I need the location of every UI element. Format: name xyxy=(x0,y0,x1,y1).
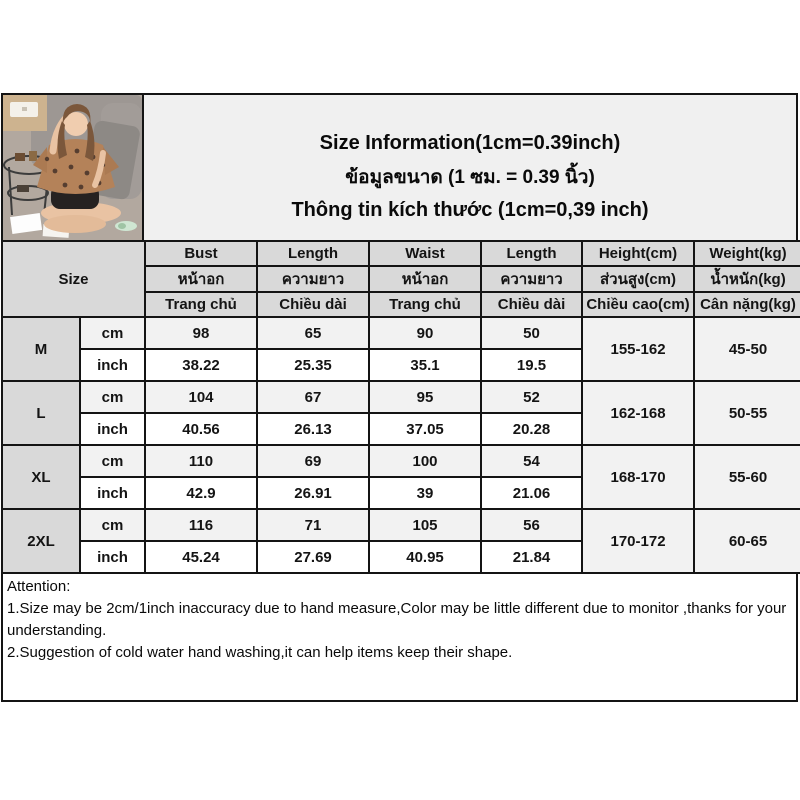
weight-cell: 55-60 xyxy=(694,445,800,509)
value-cell: 40.56 xyxy=(145,413,257,445)
unit-inch: inch xyxy=(80,477,145,509)
header-bust-th: หน้าอก xyxy=(145,266,257,292)
title-en: Size Information(1cm=0.39inch) xyxy=(319,131,621,154)
header-height-vi: Chiều cao(cm) xyxy=(582,292,694,317)
value-cell: 35.1 xyxy=(369,349,481,381)
attention-line-2: 2.Suggestion of cold water hand washing,it can help items keep their shape. xyxy=(7,644,513,661)
header-length-en: Length xyxy=(257,241,369,266)
size-row-2xl: 2XL xyxy=(2,509,80,573)
header-length2-en: Length xyxy=(481,241,582,266)
value-cell: 37.05 xyxy=(369,413,481,445)
header-length-vi: Chiều dài xyxy=(257,292,369,317)
height-cell: 155-162 xyxy=(582,317,694,381)
value-cell: 52 xyxy=(481,381,582,413)
size-row-l: L xyxy=(2,381,80,445)
weight-cell: 45-50 xyxy=(694,317,800,381)
value-cell: 54 xyxy=(481,445,582,477)
value-cell: 98 xyxy=(145,317,257,349)
unit-cm: cm xyxy=(80,317,145,349)
value-cell: 21.84 xyxy=(481,541,582,573)
unit-inch: inch xyxy=(80,413,145,445)
value-cell: 45.24 xyxy=(145,541,257,573)
value-cell: 65 xyxy=(257,317,369,349)
value-cell: 40.95 xyxy=(369,541,481,573)
unit-cm: cm xyxy=(80,381,145,413)
weight-cell: 60-65 xyxy=(694,509,800,573)
header-waist-en: Waist xyxy=(369,241,481,266)
value-cell: 67 xyxy=(257,381,369,413)
value-cell: 38.22 xyxy=(145,349,257,381)
header-bust-en: Bust xyxy=(145,241,257,266)
header-weight-en: Weight(kg) xyxy=(694,241,800,266)
value-cell: 50 xyxy=(481,317,582,349)
title-block xyxy=(144,95,796,240)
weight-cell: 50-55 xyxy=(694,381,800,445)
header-waist-th: หน้าอก xyxy=(369,266,481,292)
height-cell: 168-170 xyxy=(582,445,694,509)
size-row-xl: XL xyxy=(2,445,80,509)
value-cell: 95 xyxy=(369,381,481,413)
value-cell: 110 xyxy=(145,445,257,477)
header-height-th: ส่วนสูง(cm) xyxy=(582,266,694,292)
value-cell: 26.91 xyxy=(257,477,369,509)
title-vi: Thông tin kích thước (1cm=0,39 inch) xyxy=(291,198,649,221)
value-cell: 56 xyxy=(481,509,582,541)
value-cell: 39 xyxy=(369,477,481,509)
title-th: ข้อมูลขนาด (1 ซม. = 0.39 นิ้ว) xyxy=(345,166,595,188)
size-header-cell: Size xyxy=(2,241,145,317)
header-length2-th: ความยาว xyxy=(481,266,582,292)
value-cell: 69 xyxy=(257,445,369,477)
header-length2-vi: Chiều dài xyxy=(481,292,582,317)
size-table xyxy=(1,240,800,574)
value-cell: 71 xyxy=(257,509,369,541)
height-cell: 170-172 xyxy=(582,509,694,573)
value-cell: 90 xyxy=(369,317,481,349)
unit-cm: cm xyxy=(80,445,145,477)
size-row-m: M xyxy=(2,317,80,381)
product-photo-illustration xyxy=(3,95,142,240)
unit-inch: inch xyxy=(80,349,145,381)
header-weight-vi: Cân nặng(kg) xyxy=(694,292,800,317)
value-cell: 105 xyxy=(369,509,481,541)
product-photo xyxy=(3,95,144,240)
value-cell: 26.13 xyxy=(257,413,369,445)
header-waist-vi: Trang chủ xyxy=(369,292,481,317)
value-cell: 21.06 xyxy=(481,477,582,509)
header-bust-vi: Trang chủ xyxy=(145,292,257,317)
attention-line-1: 1.Size may be 2cm/1inch inaccuracy due to hand measure,Color may be little different due to monitor ,thanks for your understanding. xyxy=(7,600,787,639)
value-cell: 42.9 xyxy=(145,477,257,509)
value-cell: 27.69 xyxy=(257,541,369,573)
header-length-th: ความยาว xyxy=(257,266,369,292)
height-cell: 162-168 xyxy=(582,381,694,445)
value-cell: 19.5 xyxy=(481,349,582,381)
attention-title: Attention: xyxy=(7,578,71,595)
value-cell: 104 xyxy=(145,381,257,413)
unit-cm: cm xyxy=(80,509,145,541)
value-cell: 100 xyxy=(369,445,481,477)
content-frame xyxy=(1,93,798,702)
attention-note xyxy=(3,573,800,664)
value-cell: 25.35 xyxy=(257,349,369,381)
value-cell: 20.28 xyxy=(481,413,582,445)
header-height-en: Height(cm) xyxy=(582,241,694,266)
unit-inch: inch xyxy=(80,541,145,573)
value-cell: 116 xyxy=(145,509,257,541)
header-weight-th: น้ำหนัก(kg) xyxy=(694,266,800,292)
